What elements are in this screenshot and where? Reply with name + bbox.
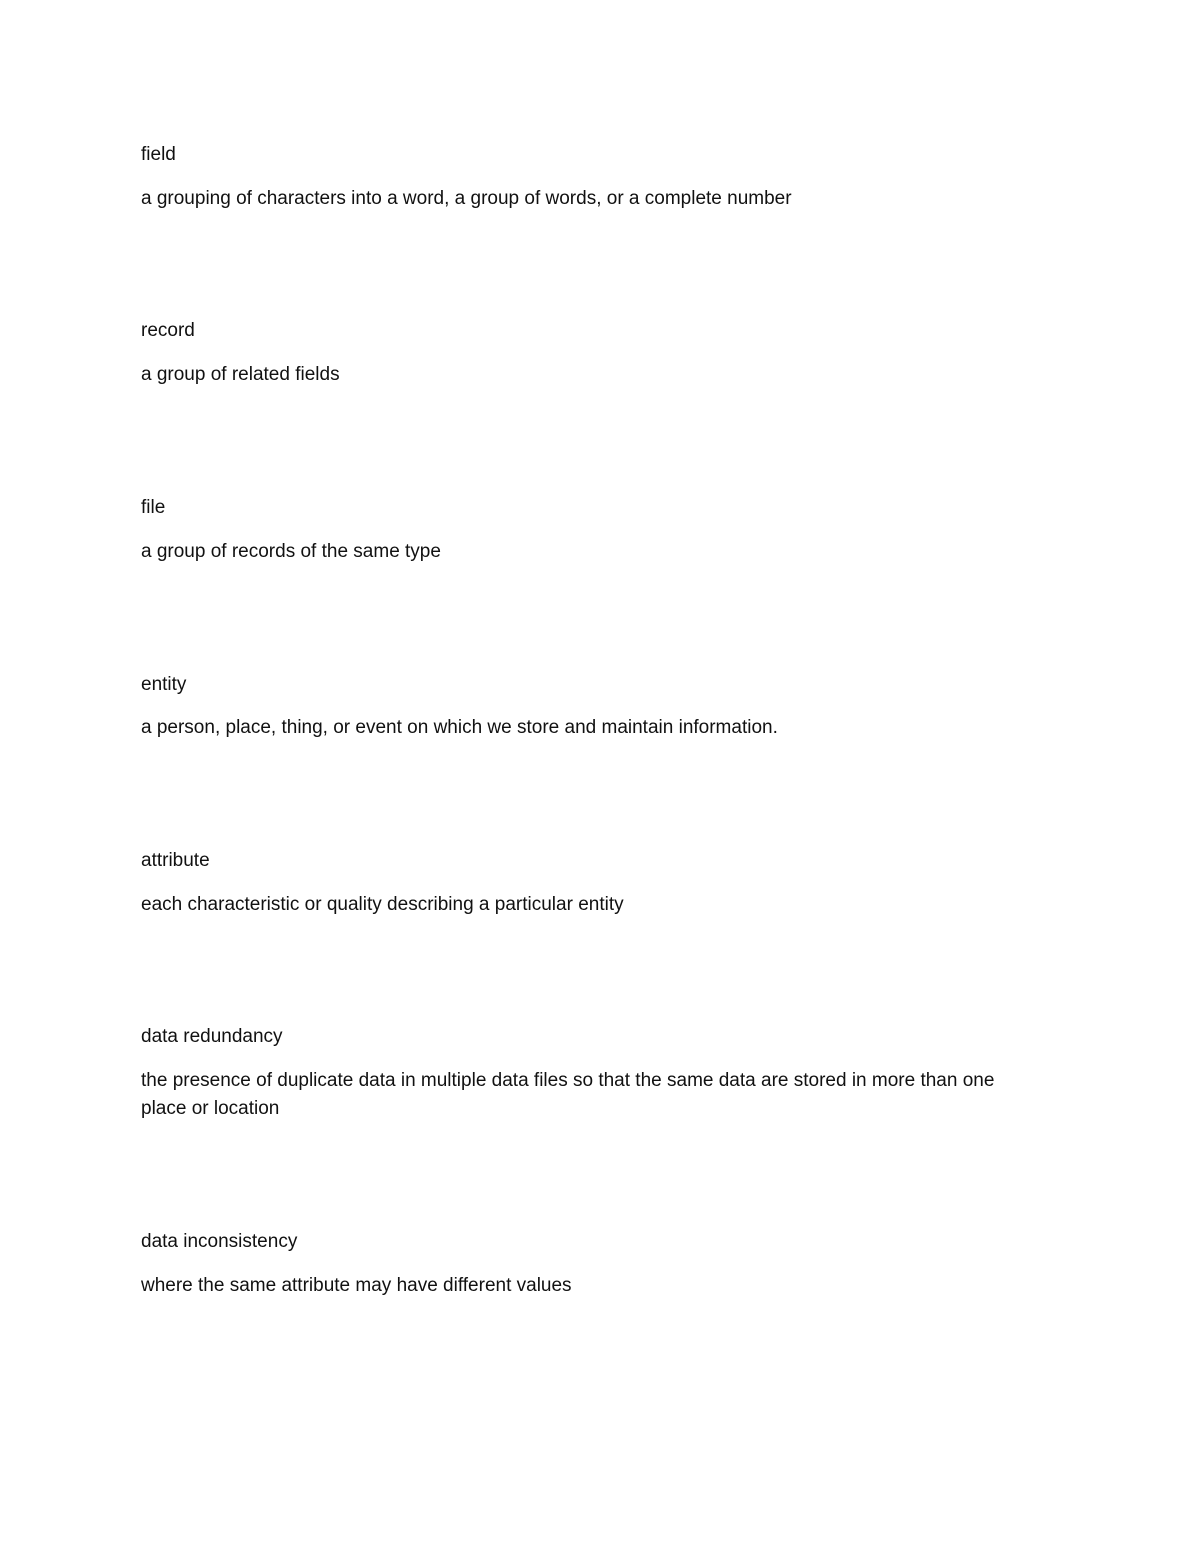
term-record: record <box>141 320 195 341</box>
term-entity: entity <box>141 674 187 695</box>
definition-entity: a person, place, thing, or event on which we store and maintain information. <box>141 717 778 738</box>
term-data-redundancy: data redundancy <box>141 1026 283 1047</box>
term-file: file <box>141 497 166 518</box>
definition-data-redundancy: the presence of duplicate data in multiple data files so that the same data are stored in more than one place or location <box>141 1070 995 1119</box>
definition-attribute: each characteristic or quality describing a particular entity <box>141 894 624 915</box>
term-field: field <box>141 144 176 165</box>
term-attribute: attribute <box>141 850 210 871</box>
term-data-inconsistency: data inconsistency <box>141 1231 298 1252</box>
definition-record: a group of related fields <box>141 364 340 385</box>
definition-data-inconsistency: where the same attribute may have different values <box>141 1275 572 1296</box>
definition-file: a group of records of the same type <box>141 541 441 562</box>
definition-field: a grouping of characters into a word, a group of words, or a complete number <box>141 188 792 209</box>
